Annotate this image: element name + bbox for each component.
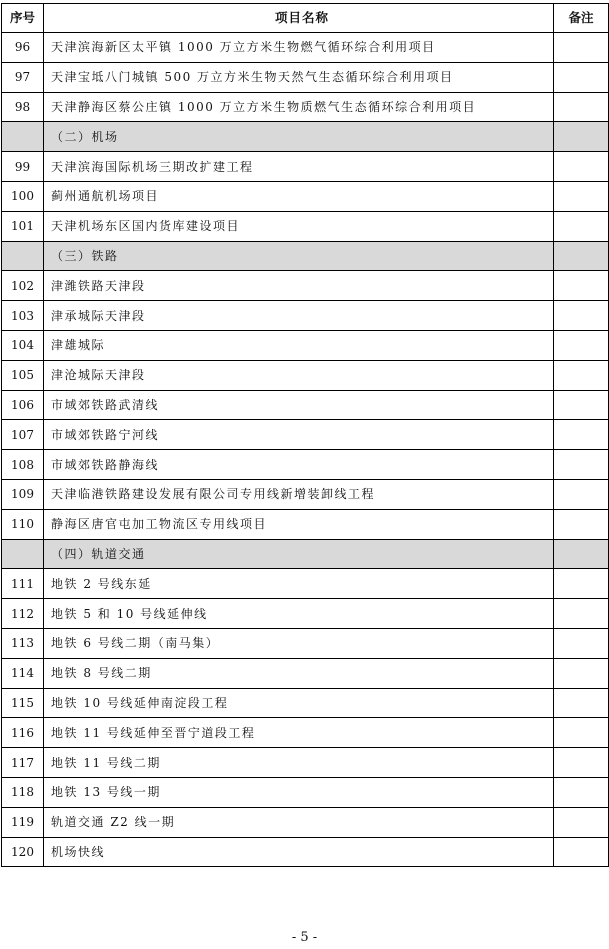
project-name-cell: 天津宝坻八门城镇 500 万立方米生物天然气生态循环综合利用项目 <box>44 62 554 92</box>
project-name-cell: 津承城际天津段 <box>44 301 554 331</box>
table-row <box>2 479 609 509</box>
section-row <box>2 539 609 569</box>
project-name-cell: 地铁 11 号线延伸至晋宁道段工程 <box>44 718 554 748</box>
table-row <box>2 628 609 658</box>
table-row <box>2 62 609 92</box>
serial-number-cell: 120 <box>2 837 44 867</box>
serial-number-cell: 109 <box>2 479 44 509</box>
serial-number-cell: 96 <box>2 33 44 63</box>
project-name-cell: 地铁 6 号线二期（南马集） <box>44 628 554 658</box>
table-row <box>2 33 609 63</box>
table-row <box>2 748 609 778</box>
serial-number-cell: 98 <box>2 92 44 122</box>
serial-number-cell <box>2 241 44 271</box>
table-row <box>2 718 609 748</box>
serial-number-cell: 111 <box>2 569 44 599</box>
section-row <box>2 241 609 271</box>
serial-number-cell: 114 <box>2 658 44 688</box>
serial-number-cell: 117 <box>2 748 44 778</box>
serial-number-cell: 108 <box>2 450 44 480</box>
serial-number-cell: 113 <box>2 628 44 658</box>
remarks-cell <box>554 569 609 599</box>
table-row <box>2 777 609 807</box>
table-row <box>2 92 609 122</box>
table-row <box>2 360 609 390</box>
serial-number-cell: 112 <box>2 599 44 629</box>
section-title-cell: （二）机场 <box>44 122 554 152</box>
remarks-cell <box>554 688 609 718</box>
table-row <box>2 420 609 450</box>
remarks-cell <box>554 748 609 778</box>
table-row <box>2 330 609 360</box>
remarks-cell <box>554 33 609 63</box>
header-row <box>2 4 609 33</box>
section-title-cell: （三）铁路 <box>44 241 554 271</box>
project-name-cell: 市域郊铁路静海线 <box>44 450 554 480</box>
serial-number-cell: 115 <box>2 688 44 718</box>
serial-number-cell: 118 <box>2 777 44 807</box>
section-title-cell: （四）轨道交通 <box>44 539 554 569</box>
remarks-cell <box>554 330 609 360</box>
table-row <box>2 181 609 211</box>
project-name-cell: 地铁 10 号线延伸南淀段工程 <box>44 688 554 718</box>
remarks-cell <box>554 509 609 539</box>
serial-number-cell <box>2 539 44 569</box>
table-row <box>2 211 609 241</box>
remarks-cell <box>554 628 609 658</box>
serial-number-cell: 103 <box>2 301 44 331</box>
project-name-cell: 市域郊铁路宁河线 <box>44 420 554 450</box>
remarks-cell <box>554 241 609 271</box>
remarks-cell <box>554 777 609 807</box>
project-name-cell: 地铁 13 号线一期 <box>44 777 554 807</box>
table-row <box>2 569 609 599</box>
header-remarks: 备注 <box>554 4 609 33</box>
remarks-cell <box>554 718 609 748</box>
project-name-cell: 津雄城际 <box>44 330 554 360</box>
project-name-cell: 天津机场东区国内货库建设项目 <box>44 211 554 241</box>
remarks-cell <box>554 181 609 211</box>
section-row <box>2 122 609 152</box>
project-name-cell: 市域郊铁路武清线 <box>44 390 554 420</box>
remarks-cell <box>554 807 609 837</box>
project-name-cell: 地铁 5 和 10 号线延伸线 <box>44 599 554 629</box>
serial-number-cell: 119 <box>2 807 44 837</box>
project-name-cell: 蓟州通航机场项目 <box>44 181 554 211</box>
remarks-cell <box>554 390 609 420</box>
table-header <box>2 4 609 33</box>
table-row <box>2 509 609 539</box>
remarks-cell <box>554 658 609 688</box>
serial-number-cell: 101 <box>2 211 44 241</box>
serial-number-cell: 104 <box>2 330 44 360</box>
table-row <box>2 450 609 480</box>
table-row <box>2 658 609 688</box>
table-row <box>2 301 609 331</box>
table-row <box>2 599 609 629</box>
project-name-cell: 地铁 8 号线二期 <box>44 658 554 688</box>
remarks-cell <box>554 837 609 867</box>
table-row <box>2 152 609 182</box>
project-name-cell: 天津静海区蔡公庄镇 1000 万立方米生物质燃气生态循环综合利用项目 <box>44 92 554 122</box>
table-row <box>2 390 609 420</box>
serial-number-cell: 105 <box>2 360 44 390</box>
serial-number-cell: 107 <box>2 420 44 450</box>
project-name-cell: 地铁 11 号线二期 <box>44 748 554 778</box>
project-name-cell: 地铁 2 号线东延 <box>44 569 554 599</box>
remarks-cell <box>554 211 609 241</box>
remarks-cell <box>554 62 609 92</box>
project-table <box>1 3 609 867</box>
remarks-cell <box>554 271 609 301</box>
header-serial-number: 序号 <box>2 4 44 33</box>
project-name-cell: 天津滨海国际机场三期改扩建工程 <box>44 152 554 182</box>
serial-number-cell: 99 <box>2 152 44 182</box>
serial-number-cell: 97 <box>2 62 44 92</box>
remarks-cell <box>554 301 609 331</box>
remarks-cell <box>554 539 609 569</box>
remarks-cell <box>554 122 609 152</box>
serial-number-cell: 110 <box>2 509 44 539</box>
serial-number-cell: 100 <box>2 181 44 211</box>
remarks-cell <box>554 92 609 122</box>
serial-number-cell: 106 <box>2 390 44 420</box>
remarks-cell <box>554 420 609 450</box>
remarks-cell <box>554 152 609 182</box>
serial-number-cell <box>2 122 44 152</box>
table-row <box>2 271 609 301</box>
table-body <box>2 33 609 867</box>
page-number: - 5 - <box>291 930 318 945</box>
serial-number-cell: 102 <box>2 271 44 301</box>
project-name-cell: 天津临港铁路建设发展有限公司专用线新增装卸线工程 <box>44 479 554 509</box>
header-project-name: 项目名称 <box>44 4 554 33</box>
serial-number-cell: 116 <box>2 718 44 748</box>
remarks-cell <box>554 599 609 629</box>
remarks-cell <box>554 360 609 390</box>
table-row <box>2 688 609 718</box>
project-name-cell: 轨道交通 Z2 线一期 <box>44 807 554 837</box>
project-name-cell: 津沧城际天津段 <box>44 360 554 390</box>
remarks-cell <box>554 479 609 509</box>
remarks-cell <box>554 450 609 480</box>
project-name-cell: 静海区唐官屯加工物流区专用线项目 <box>44 509 554 539</box>
project-name-cell: 机场快线 <box>44 837 554 867</box>
project-name-cell: 津潍铁路天津段 <box>44 271 554 301</box>
table-row <box>2 807 609 837</box>
project-name-cell: 天津滨海新区太平镇 1000 万立方米生物燃气循环综合利用项目 <box>44 33 554 63</box>
table-row <box>2 837 609 867</box>
